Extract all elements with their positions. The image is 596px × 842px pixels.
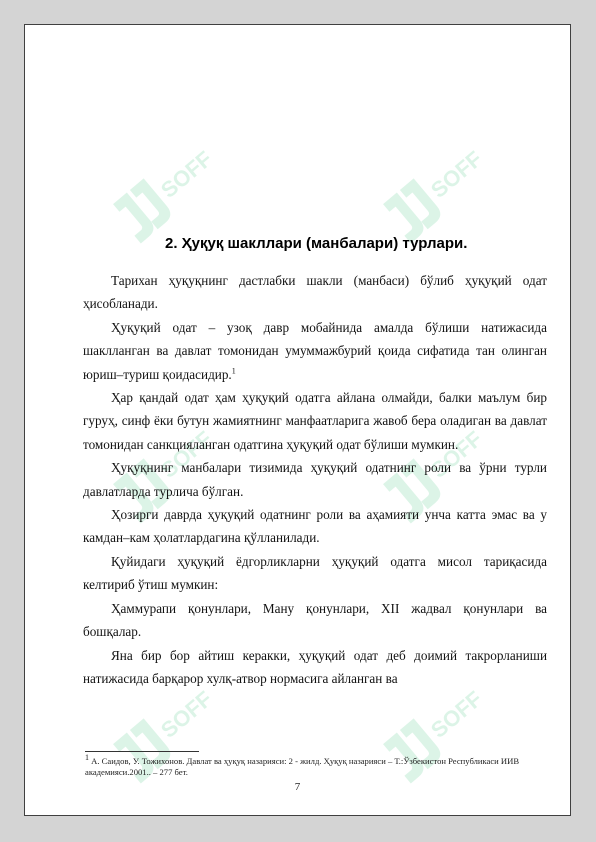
footnote-text: А. Саидов, У. Тожихонов. Давлат ва ҳуқуқ назарияси: 2 - жилд. Ҳуқуқ назарияси – Т.:Ўзбекистон Республикаси ИИВ академияси.2001.. – 277 бет. [85,756,520,777]
paragraph-text: Ҳуқуқий одат – узоқ давр мобайнида амалда бўлиши натижасида шаклланган ва давлат томонидан умуммажбурий қоида сифатида тан олинган юриш–туриш қоидасидир. [83,319,547,382]
footnote-mark: 1 [85,753,89,763]
page-number: 7 [294,781,301,793]
svg-text:SOFF: SOFF [425,426,485,483]
svg-text:SOFF: SOFF [425,686,485,743]
document-page [24,24,571,816]
body-text [83,269,547,690]
paragraph: Ҳуқуқнинг манбалари тизимида ҳуқуқий одатнинг роли ва ўрни турли давлатларда турлича бўлган. [83,460,547,499]
svg-text:SOFF: SOFF [155,146,215,203]
paragraph: Ҳозирги даврда ҳуқуқий одатнинг роли ва аҳамияти унча катта эмас ва у камдан–кам ҳолатлардагина қўлланилади. [83,507,547,546]
paragraph: Ҳаммурапи қонунлари, Ману қонунлари, XII жадвал қонунлари ва бошқалар. [83,600,547,640]
footnote-separator [85,751,199,752]
section-heading: 2. Ҳуқуқ шакллари (манбалари) турлари. [165,235,468,252]
paragraph: Ҳар қандай одат ҳам ҳуқуқий одатга айлана олмайди, балки маълум бир гуруҳ, синф ёки бутун жамиятнинг манфаатларига жавоб бера оладиган ва давлат томонидан санкцияланган одатгина ҳуқуқий одат бўлиши мумкин. [83,390,547,452]
paragraph: Қуйидаги ҳуқуқий ёдгорликларни ҳуқуқий одатга мисол тариқасида келтириб ўтиш мумкин: [83,553,547,593]
svg-text:SOFF: SOFF [155,426,215,483]
svg-text:SOFF: SOFF [425,146,485,203]
paragraph: Яна бир бор айтиш керакки, ҳуқуқий одат деб доимий такрорланиши натижасида барқарор хулқ-атвор нормасига айланган ва [83,647,547,686]
paragraph: Тарихан ҳуқуқнинг дастлабки шакли (манбаси) бўлиб ҳуқуқий одат ҳисобланади. [83,273,547,312]
svg-text:SOFF: SOFF [155,686,215,743]
footnote-reference[interactable]: 1 [231,366,236,376]
paragraph [83,316,547,386]
footnote [85,753,555,778]
